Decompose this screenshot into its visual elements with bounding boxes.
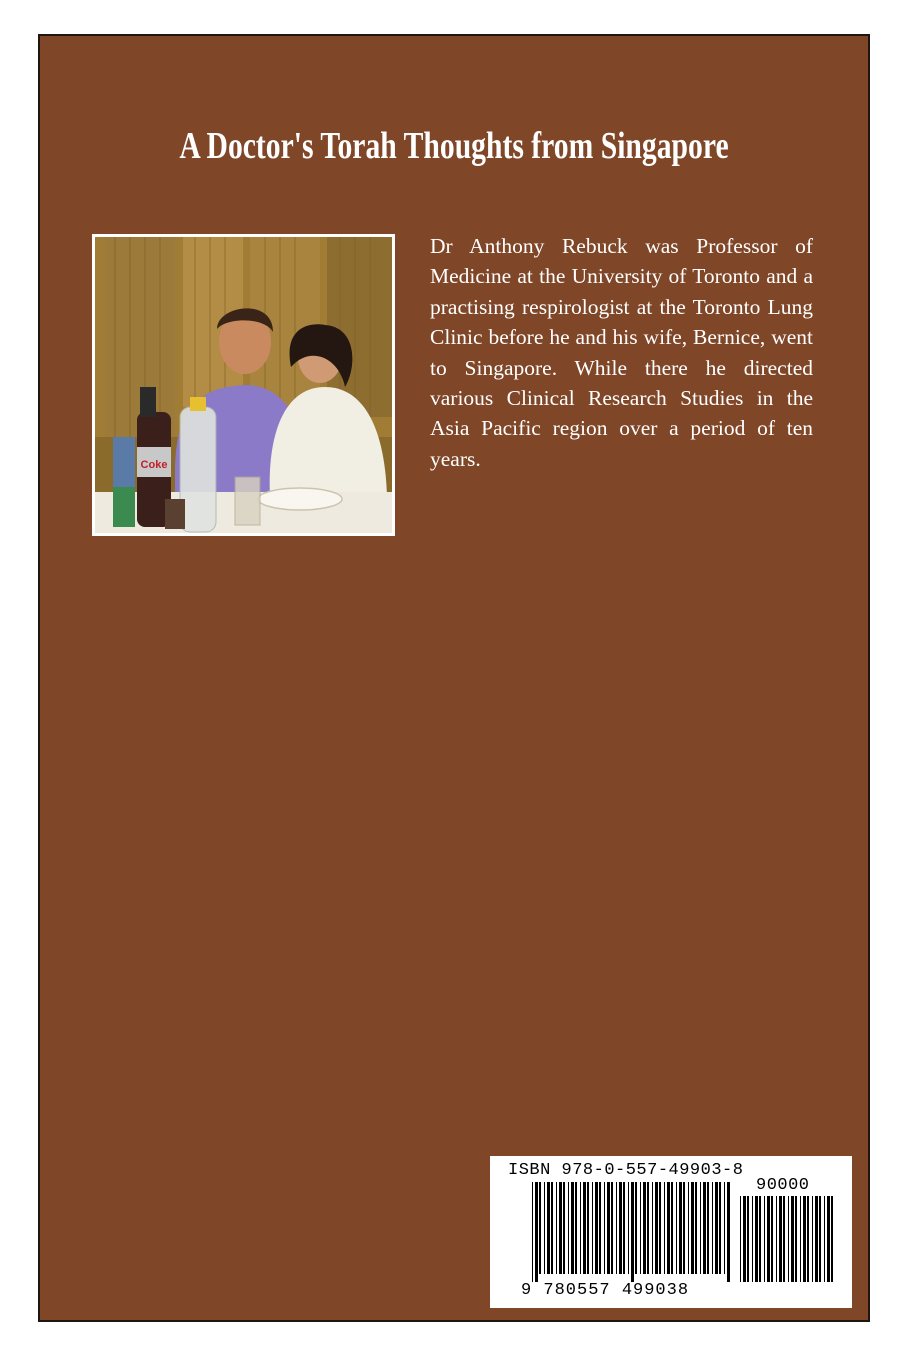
- price-code: 90000: [756, 1176, 810, 1195]
- back-cover: [38, 34, 870, 1322]
- ean-digits: 9 780557 499038: [521, 1281, 690, 1300]
- addon-barcode-bars: [740, 1196, 836, 1282]
- bottle-label: Coke: [140, 459, 168, 471]
- barcode: [490, 1156, 852, 1308]
- author-photo-image: [95, 237, 392, 533]
- author-photo: [92, 234, 395, 536]
- author-bio: Dr Anthony Rebuck was Professor of Medicine at the University of Toronto and a practising respirologist at the Toronto Lung Clinic before he and his wife, Bernice, went to Singapore. While there he directed various Clinical Research Studies in the Asia Pacific region over a period of ten years.: [430, 234, 813, 471]
- isbn-label: ISBN 978-0-557-49903-8: [508, 1161, 744, 1180]
- ean-barcode-bars: [532, 1182, 732, 1282]
- book-title: A Doctor's Torah Thoughts from Singapore: [179, 125, 729, 167]
